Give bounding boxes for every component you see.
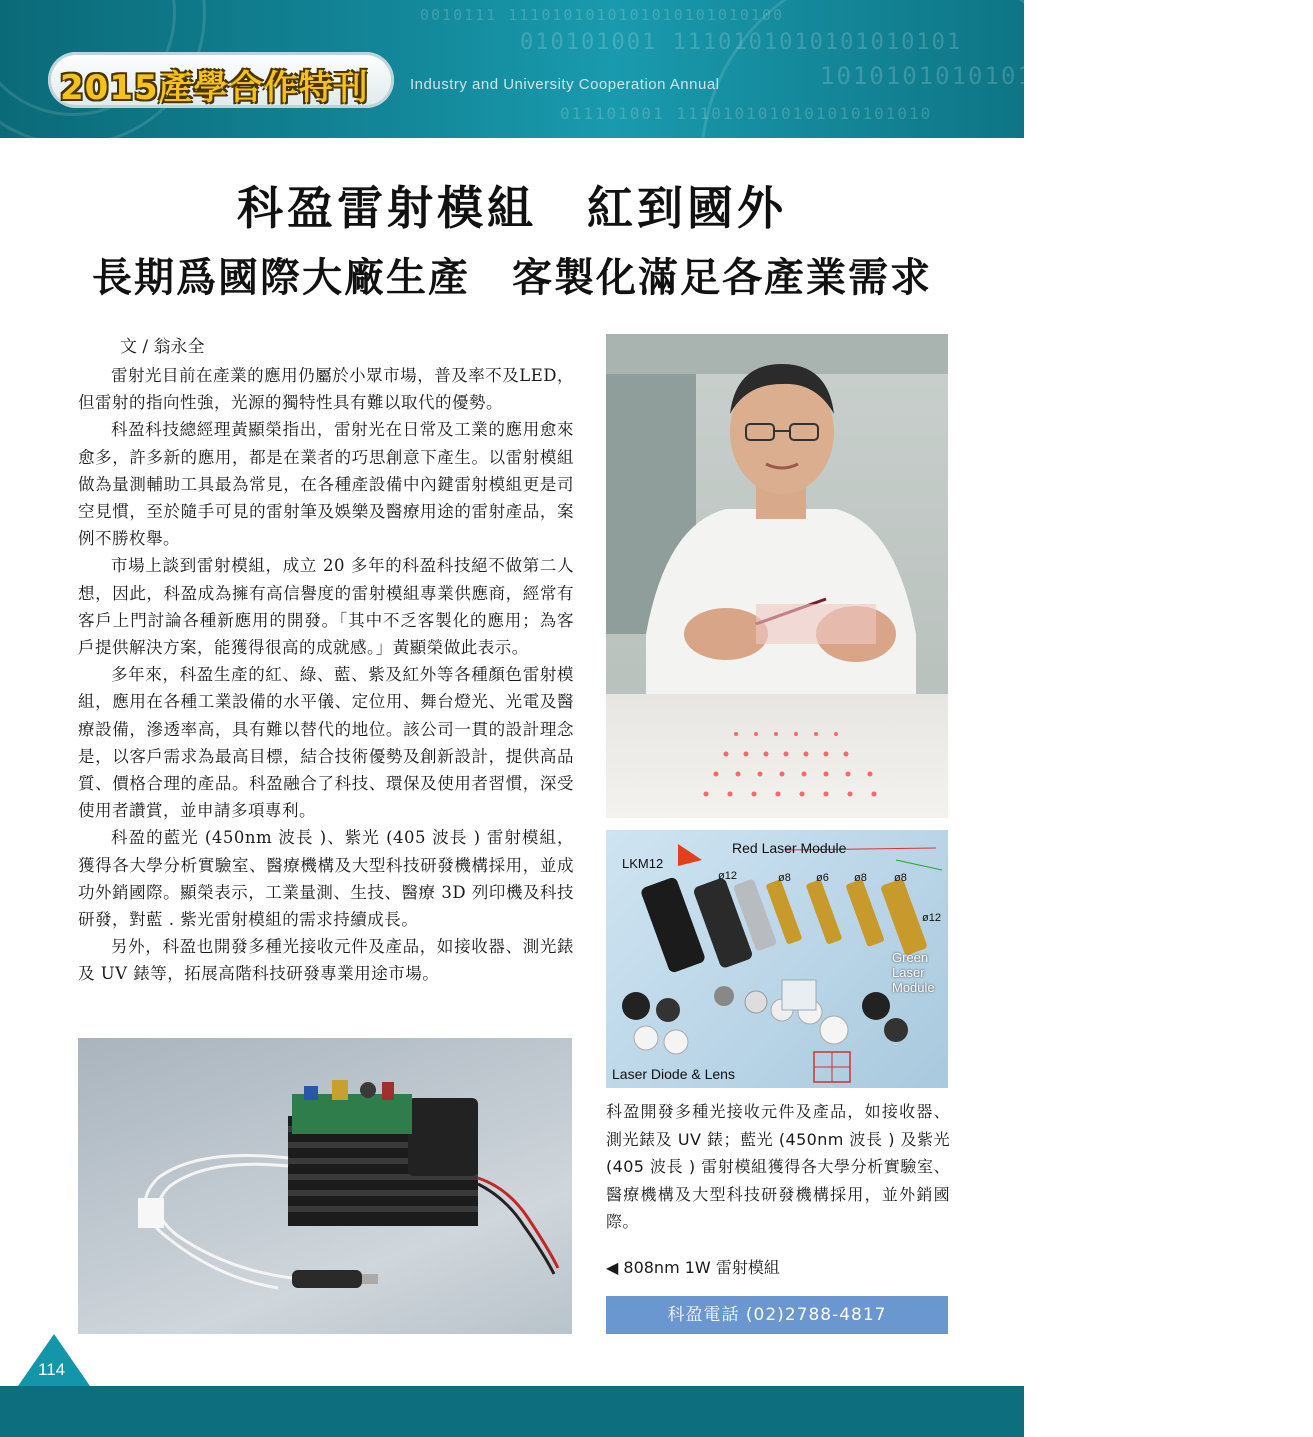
badge-title: 2015產學合作特刊 [60, 68, 369, 108]
binary-decor: 0010111 1110101010101010101010100 [420, 6, 785, 24]
article-paragraph: 另外，科盈也開發多種光接收元件及產品，如接收器、測光錶及 UV 錶等，拓展高階科技研發專業用途市場。 [78, 937, 574, 984]
laser-diode-label: Laser Diode & Lens [612, 1066, 735, 1082]
binary-decor: 011101001 1110101010101010101010 [560, 104, 933, 123]
article-paragraph: 多年來，科盈生產的紅、綠、藍、紫及紅外等各種顏色雷射模組，應用在各種工業設備的水平儀、定位用、舞台燈光、光電及醫療設備，滲透率高，具有難以替代的地位。該公司一貫的設計理念是，以客戶需求為最高目標，結合技術優勢及創新設計，提供高品質、價格合理的產品。科盈融合了科技、環保及使用者習慣，深受使用者讚賞，並申請多項專利。 [78, 665, 574, 821]
size-label: ø12 [718, 870, 737, 882]
header-banner [0, 0, 1313, 138]
page-number: 114 [38, 1360, 66, 1379]
size-label: ø8 [854, 872, 867, 884]
binary-decor: 010101001 1110101010101010101 [520, 30, 963, 55]
portrait-photo [606, 334, 948, 818]
contact-phone: 科盈電話 (02)2788-4817 [606, 1296, 948, 1334]
banner-english-title: Industry and University Cooperation Annual [410, 76, 720, 93]
footer-bar [0, 1386, 1024, 1437]
module-808-illustration [78, 1038, 572, 1334]
size-label: ø12 [922, 912, 941, 924]
module-pointer-caption: ◀ 808nm 1W 雷射模組 [606, 1258, 780, 1277]
product-caption: 科盈開發多種光接收元件及產品，如接收器、測光錶及 UV 錶；藍光 (450nm 波長 ) 及紫光 (405 波長 ) 雷射模組獲得各大學分析實驗室、醫療機構及大型科技研發機構採用，並外銷國際。 [606, 1102, 950, 1231]
size-label: ø8 [778, 872, 791, 884]
binary-decor: 10101010101010101010 110100010 [820, 62, 1313, 90]
article-paragraph: 科盈的藍光 (450nm 波長 )、紫光 (405 波長 ) 雷射模組，獲得各大學分析實驗室、醫療機構及大型科技研發機構採用，並成功外銷國際。顯榮表示，工業量測、生技、醫療 3D 列印機及科技研發，對藍 . 紫光雷射模組的需求持續成長。 [78, 828, 574, 930]
size-label: ø6 [816, 872, 829, 884]
product-photo [606, 830, 948, 1088]
byline: 文 / 翁永全 [120, 337, 205, 357]
green-laser-label: Green Laser Module [892, 950, 935, 995]
article-paragraph: 市場上談到雷射模組，成立 20 多年的科盈科技絕不做第二人想，因此，科盈成為擁有高信譽度的雷射模組專業供應商，經常有客戶上門討論各種新應用的開發。「其中不乏客製化的應用；為客戶提供解決方案，能獲得很高的成就感。」黃顯榮做此表示。 [78, 556, 574, 658]
module-808-photo [78, 1038, 572, 1334]
size-label: ø8 [894, 872, 907, 884]
article-paragraph: 科盈科技總經理黃顯榮指出，雷射光在日常及工業的應用愈來愈多，許多新的應用，都是在業者的巧思創意下產生。以雷射模組做為量測輔助工具最為常見，在各種產設備中內鍵雷射模組更是司空見慣，至於隨手可見的雷射筆及娛樂及醫療用途的雷射產品，案例不勝枚舉。 [78, 420, 574, 549]
sub-title: 長期爲國際大廠生產 客製化滿足各產業需求 [92, 254, 932, 301]
main-title: 科盈雷射模組 紅到國外 [237, 181, 787, 235]
portrait-illustration [606, 334, 948, 818]
article-paragraph: 雷射光目前在產業的應用仍屬於小眾市場，普及率不及LED，但雷射的指向性強，光源的獨特性具有難以取代的優勢。 [78, 366, 574, 413]
red-laser-label: Red Laser Module [732, 840, 847, 856]
article-body [78, 362, 574, 988]
model-label: LKM12 [622, 856, 664, 871]
